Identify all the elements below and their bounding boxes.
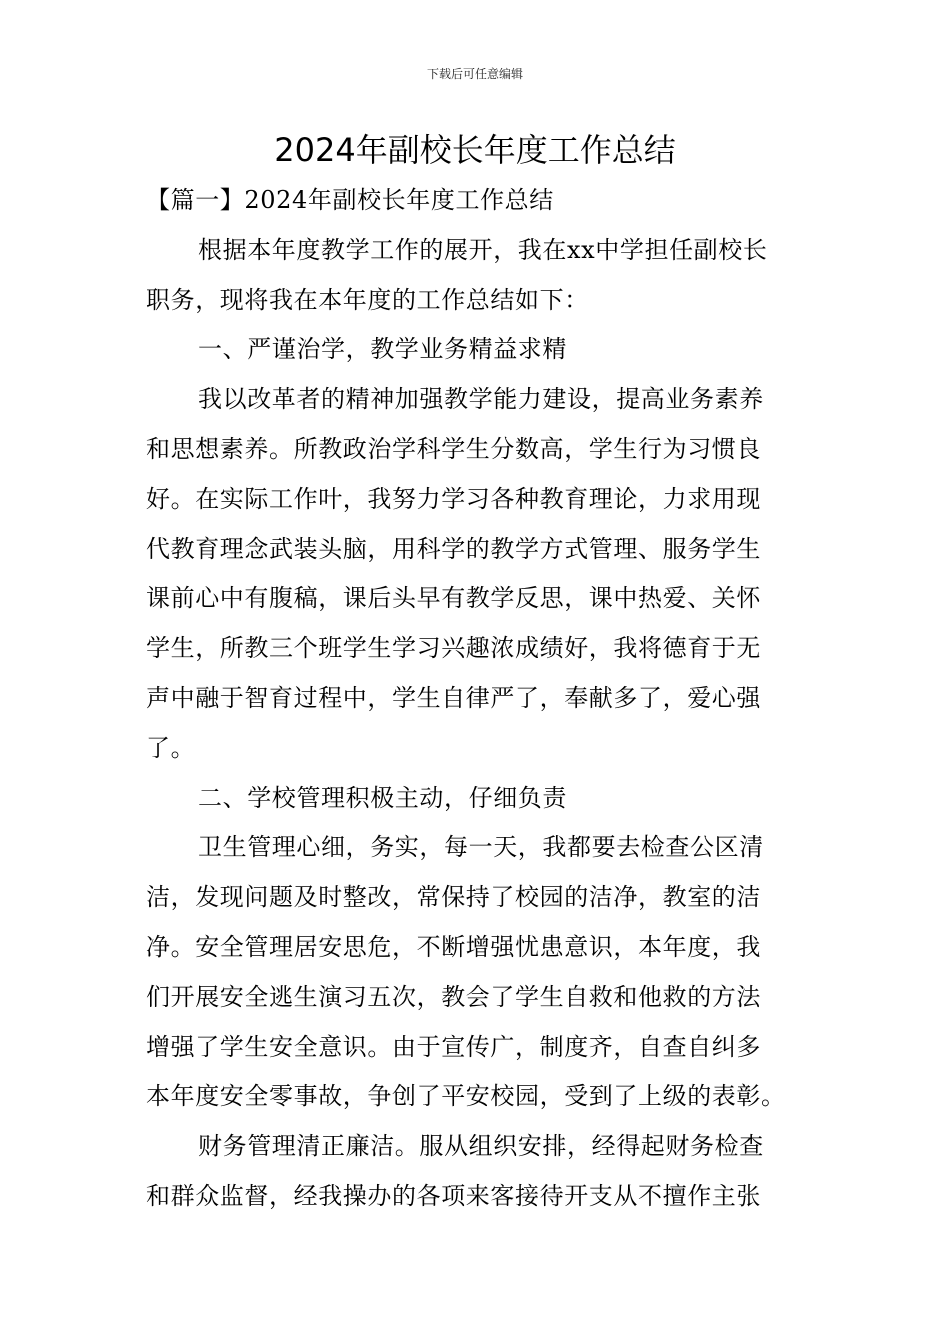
body-line: 净。安全管理居安思危，不断增强忧患意识，本年度，我 [146, 932, 761, 961]
body-line: 们开展安全逃生演习五次，教会了学生自救和他救的方法 [146, 982, 761, 1011]
body-line: 根据本年度教学工作的展开，我在xx中学担任副校长 [198, 235, 768, 264]
body-line: 和群众监督，经我操办的各项来客接待开支从不擅作主张 [146, 1181, 761, 1210]
body-line: 【篇一】2024年副校长年度工作总结 [146, 186, 554, 214]
body-line: 声中融于智育过程中，学生自律严了，奉献多了，爱心强 [146, 683, 761, 712]
body-line: 职务，现将我在本年度的工作总结如下： [146, 285, 589, 314]
body-line: 学生，所教三个班学生学习兴趣浓成绩好，我将德育于无 [146, 634, 761, 663]
body-line: 一、严谨治学，教学业务精益求精 [198, 335, 567, 364]
body-line: 本年度安全零事故，争创了平安校园，受到了上级的表彰。 [146, 1082, 786, 1111]
document-title: 2024年副校长年度工作总结 [274, 131, 676, 169]
header-note: 下载后可任意编辑 [426, 67, 523, 81]
body-line: 卫生管理心细，务实，每一天，我都要去检查公区清 [198, 833, 764, 862]
body-line: 增强了学生安全意识。由于宣传广，制度齐，自查自纠多 [146, 1032, 761, 1061]
body-line: 和思想素养。所教政治学科学生分数高，学生行为习惯良 [146, 434, 761, 463]
body-line: 代教育理念武装头脑，用科学的教学方式管理、服务学生 [146, 534, 761, 563]
document-body [146, 176, 810, 1222]
body-line: 二、学校管理积极主动，仔细负责 [198, 783, 567, 812]
body-line: 了。 [146, 733, 196, 762]
body-line: 我以改革者的精神加强教学能力建设，提高业务素养 [198, 385, 764, 414]
body-line: 财务管理清正廉洁。服从组织安排，经得起财务检查 [198, 1132, 764, 1161]
body-line: 好。在实际工作叶，我努力学习各种教育理论，力求用现 [146, 484, 761, 513]
body-line: 课前心中有腹稿，课后头早有教学反思，课中热爱、关怀 [146, 584, 761, 613]
body-line: 洁，发现问题及时整改，常保持了校园的洁净，教室的洁 [146, 883, 761, 912]
